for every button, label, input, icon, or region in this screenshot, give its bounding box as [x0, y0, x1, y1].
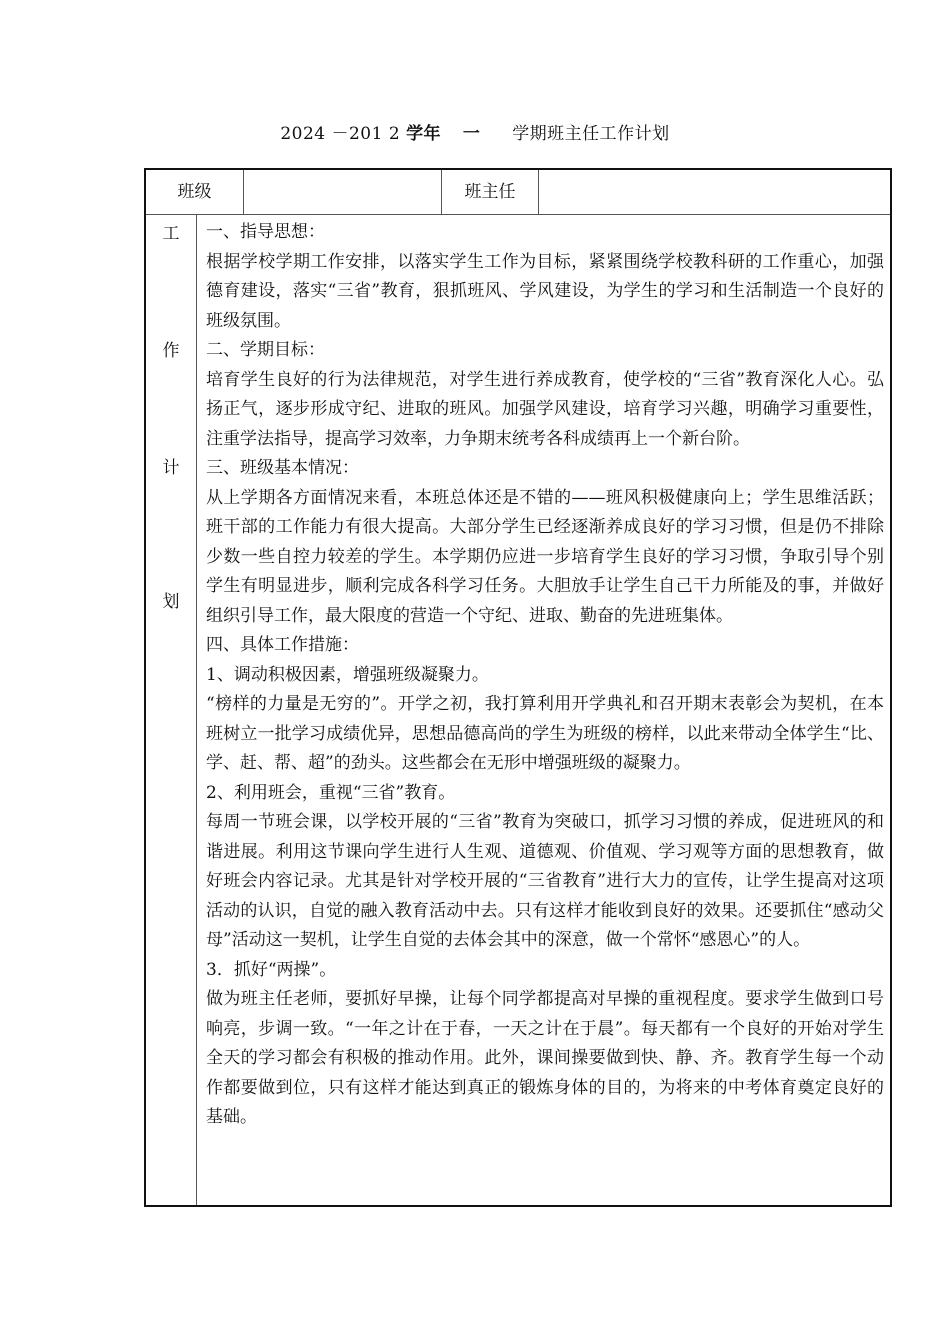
title-year: 2024 －201 2: [280, 124, 401, 144]
side-char-2: 作: [162, 341, 180, 361]
title-rest: 学期班主任工作计划: [512, 124, 670, 144]
heading-measures: 四、具体工作措施：: [206, 635, 359, 655]
document-title: [0, 119, 950, 144]
paragraph-term-goals: 培育学生良好的行为法律规范，对学生进行养成教育，使学校的“三省”教育深化人心。弘扬正气，逐步形成守纪、进取的班风。加强学风建设，培育学习兴趣，明确学习重要性，注重学法指导，提高学习效率，力争期末统考各科成绩再上一个新台阶。: [206, 369, 884, 449]
paragraph-guiding-ideology: 根据学校学期工作安排，以落实学生工作为目标，紧紧围绕学校教科研的工作重心，加强德育建设，落实“三省”教育，狠抓班风、学风建设，为学生的学习和生活制造一个良好的班级氛围。: [206, 251, 884, 331]
side-char-1: 工: [162, 224, 180, 244]
header-row: [146, 170, 890, 215]
heading-guiding-ideology: 一、指导思想：: [206, 222, 325, 242]
plan-content: [206, 218, 884, 1133]
plan-table: [144, 168, 892, 1207]
title-term: 一: [462, 124, 481, 144]
class-value[interactable]: [244, 170, 442, 214]
subheading-measure-1: 1、调动积极因素，增强班级凝聚力。: [206, 664, 489, 685]
paragraph-measure-2: 每周一节班会课，以学校开展的“三省”教育为突破口，抓学习习惯的养成，促进班风的和谐进展。利用这节课向学生进行人生观、道德观、价值观、学习观等方面的思想教育，做好班会内容记录。尤其是针对学校开展的“三省教育”进行大力的宣传，让学生提高对这项活动的认识，自觉的融入教育活动中去。只有这样才能收到良好的效果。还要抓住“感动父母”活动这一契机，让学生自觉的去体会其中的深意，做一个常怀“感恩心”的人。: [206, 812, 884, 950]
teacher-label: 班主任: [442, 170, 539, 214]
heading-class-situation: 三、班级基本情况：: [206, 458, 359, 478]
class-label: 班级: [146, 170, 244, 214]
teacher-value[interactable]: [539, 170, 890, 214]
subheading-measure-2: 2、利用班会，重视“三省”教育。: [206, 782, 456, 803]
heading-term-goals: 二、学期目标：: [206, 340, 325, 360]
title-xuenian: 学年: [406, 124, 442, 144]
side-char-4: 划: [162, 592, 180, 612]
paragraph-measure-1: “榜样的力量是无穷的”。开学之初，我打算利用开学典礼和召开期末表彰会为契机，在本班树立一批学习成绩优异，思想品德高尚的学生为班级的榜样，以此来带动全体学生“比、学、赶、帮、超”的劲头。这些都会在无形中增强班级的凝聚力。: [206, 694, 884, 773]
paragraph-measure-3: 做为班主任老师，要抓好早操，让每个同学都提高对早操的重视程度。要求学生做到口号响亮，步调一致。“一年之计在于春，一天之计在于晨”。每天都有一个良好的开始对学生全天的学习都会有积极的推动作用。此外，课间操要做到快、静、齐。教育学生每一个动作都要做到位，只有这样才能达到真正的锻炼身体的目的，为将来的中考体育奠定良好的基础。: [206, 989, 884, 1127]
work-plan-side-label: [146, 215, 197, 1205]
subheading-measure-3: 3．抓好“两操”。: [206, 959, 337, 980]
paragraph-class-situation: 从上学期各方面情况来看，本班总体还是不错的——班风积极健康向上；学生思维活跃；班干部的工作能力有很大提高。大部分学生已经逐渐养成良好的学习习惯，但是仍不排除少数一些自控力较差的学生。本学期仍应进一步培育学生良好的学习习惯，争取引导个别学生有明显进步，顺利完成各科学习任务。大胆放手让学生自己干力所能及的事，并做好组织引导工作，最大限度的营造一个守纪、进取、勤奋的先进班集体。: [206, 487, 884, 626]
side-char-3: 计: [162, 458, 180, 478]
